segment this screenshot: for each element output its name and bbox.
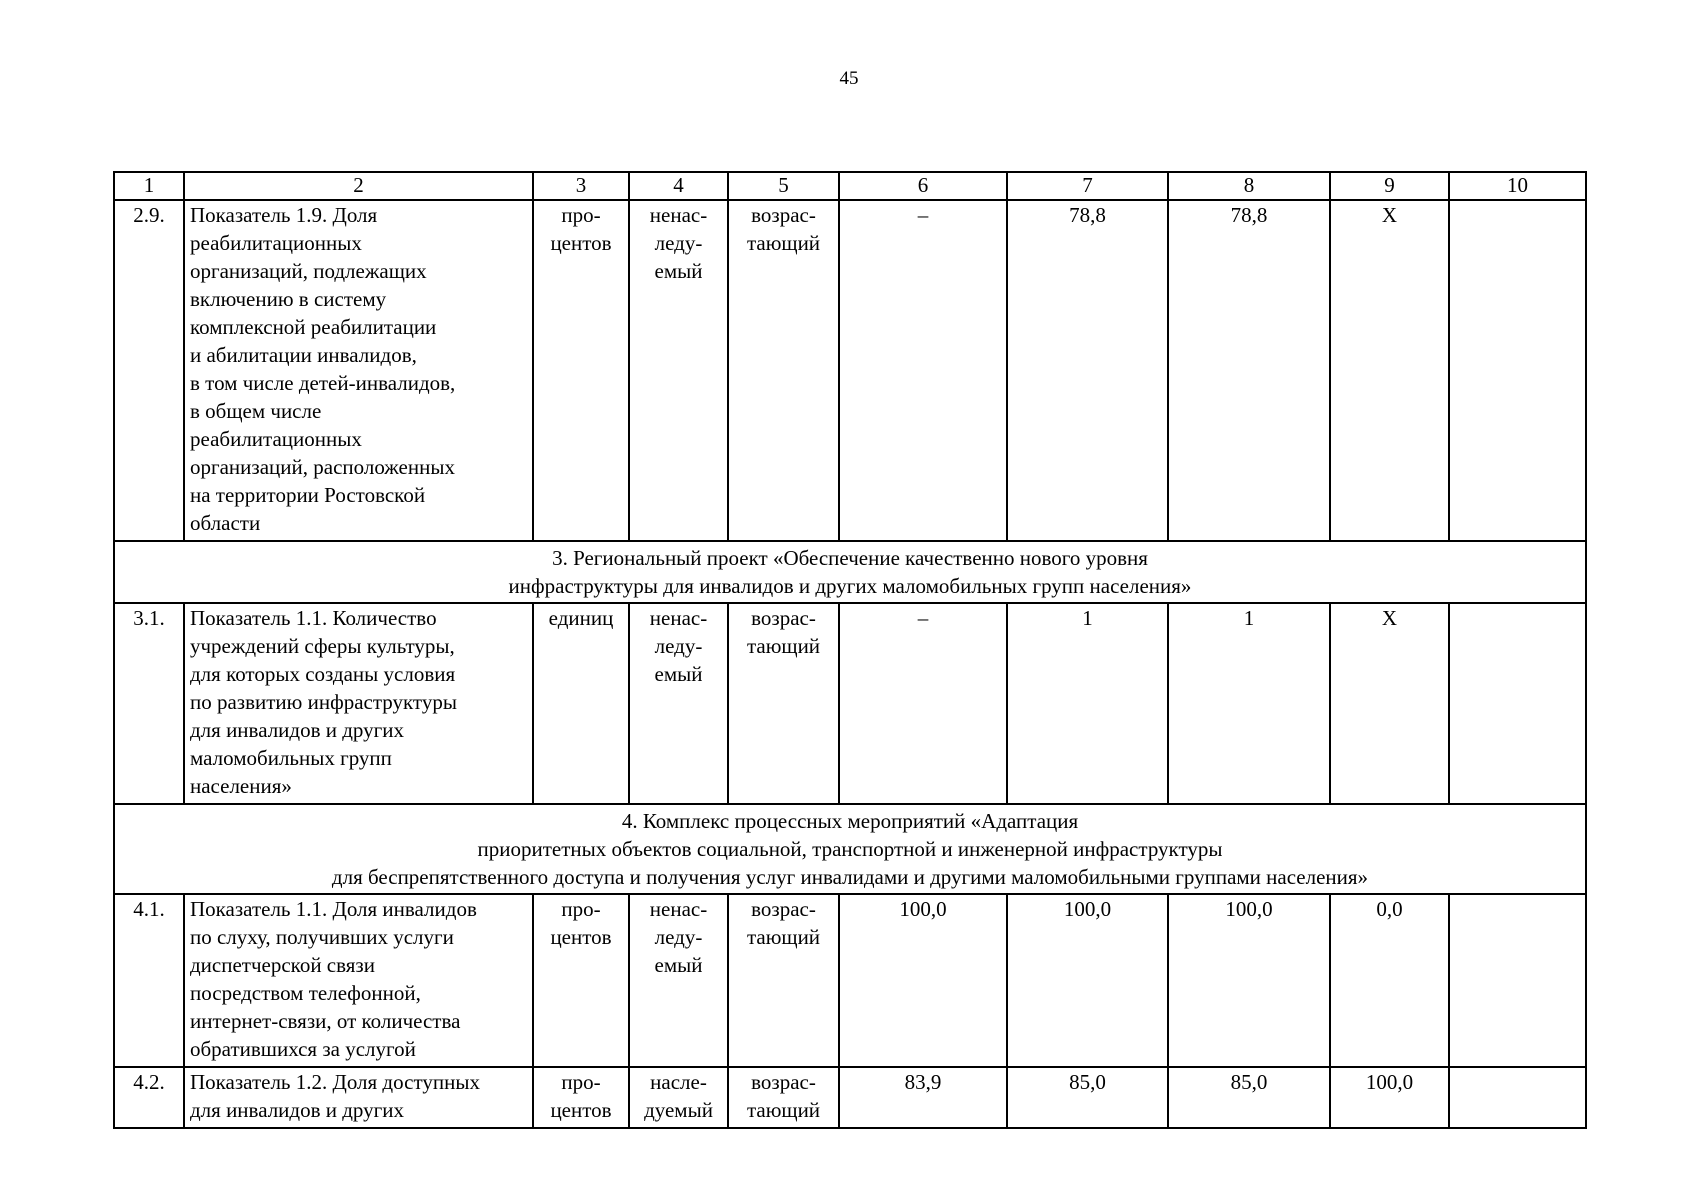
row-number: 3.1. (114, 603, 184, 804)
type-cell: ненас- леду- емый (629, 200, 728, 541)
direction-cell: возрас- тающий (728, 200, 839, 541)
value-cell: – (839, 200, 1007, 541)
row-number: 4.2. (114, 1067, 184, 1128)
column-header: 5 (728, 172, 839, 200)
unit-cell: про- центов (533, 894, 629, 1067)
value-cell: 83,9 (839, 1067, 1007, 1128)
column-header: 4 (629, 172, 728, 200)
indicator-name: Показатель 1.1. Количество учреждений сферы культуры, для которых созданы условия по развитию инфраструктуры для инвалидов и других маломобильных групп населения» (184, 603, 533, 804)
column-header: 10 (1449, 172, 1586, 200)
unit-cell: про- центов (533, 200, 629, 541)
value-cell: 100,0 (1007, 894, 1168, 1067)
indicator-name: Показатель 1.9. Доля реабилитационных организаций, подлежащих включению в систему комплексной реабилитации и абилитации инвалидов, в том числе детей-инвалидов, в общем числе реабилитационных организаций, расположенных на территории Ростовской области (184, 200, 533, 541)
column-header: 1 (114, 172, 184, 200)
value-cell: 100,0 (1330, 1067, 1449, 1128)
value-cell: 85,0 (1007, 1067, 1168, 1128)
column-header: 7 (1007, 172, 1168, 200)
indicators-table (113, 171, 1587, 1129)
indicator-name: Показатель 1.1. Доля инвалидов по слуху, получивших услуги диспетчерской связи посредством телефонной, интернет-связи, от количества обратившихся за услугой (184, 894, 533, 1067)
value-cell: – (839, 603, 1007, 804)
unit-cell: единиц (533, 603, 629, 804)
value-cell: 100,0 (839, 894, 1007, 1067)
value-cell: 1 (1168, 603, 1330, 804)
page-number: 45 (839, 68, 859, 89)
table-row (114, 200, 1586, 541)
column-number-header-row (114, 172, 1586, 200)
direction-cell: возрас- тающий (728, 1067, 839, 1128)
section-row (114, 804, 1586, 894)
value-cell: 85,0 (1168, 1067, 1330, 1128)
value-cell (1449, 200, 1586, 541)
section-title: 4. Комплекс процессных мероприятий «Адаптация приоритетных объектов социальной, транспортной и инженерной инфраструктуры для беспрепятственного доступа и получения услуг инвалидами и другими маломобильными группами населения» (114, 804, 1586, 894)
column-header: 8 (1168, 172, 1330, 200)
unit-cell: про- центов (533, 1067, 629, 1128)
value-cell (1449, 603, 1586, 804)
value-cell: 78,8 (1007, 200, 1168, 541)
table-row (114, 894, 1586, 1067)
column-header: 3 (533, 172, 629, 200)
row-number: 2.9. (114, 200, 184, 541)
type-cell: ненас- леду- емый (629, 603, 728, 804)
section-row (114, 541, 1586, 603)
value-cell: X (1330, 200, 1449, 541)
value-cell: 100,0 (1168, 894, 1330, 1067)
direction-cell: возрас- тающий (728, 603, 839, 804)
direction-cell: возрас- тающий (728, 894, 839, 1067)
type-cell: насле- дуемый (629, 1067, 728, 1128)
value-cell: 0,0 (1330, 894, 1449, 1067)
value-cell: X (1330, 603, 1449, 804)
column-header: 2 (184, 172, 533, 200)
table-row (114, 603, 1586, 804)
value-cell: 1 (1007, 603, 1168, 804)
indicator-name: Показатель 1.2. Доля доступных для инвалидов и других (184, 1067, 533, 1128)
value-cell: 78,8 (1168, 200, 1330, 541)
column-header: 6 (839, 172, 1007, 200)
value-cell (1449, 1067, 1586, 1128)
section-title: 3. Региональный проект «Обеспечение качественно нового уровня инфраструктуры для инвалидов и других маломобильных групп населения» (114, 541, 1586, 603)
value-cell (1449, 894, 1586, 1067)
column-header: 9 (1330, 172, 1449, 200)
type-cell: ненас- леду- емый (629, 894, 728, 1067)
row-number: 4.1. (114, 894, 184, 1067)
table-row (114, 1067, 1586, 1128)
